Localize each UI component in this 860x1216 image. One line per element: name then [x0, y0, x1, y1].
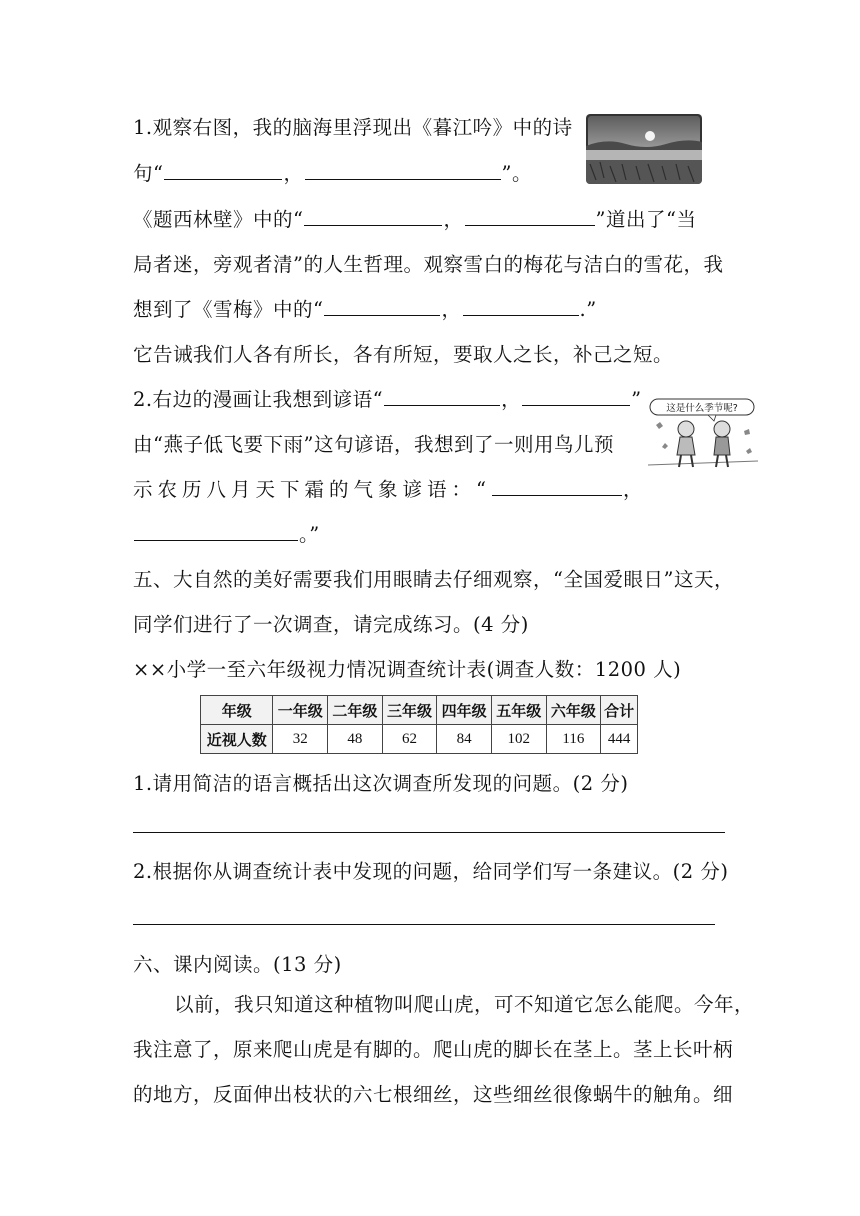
season-comic-picture [648, 395, 758, 475]
q4-item2-line1: 2.右边的漫画让我想到谚语“ ， ” [133, 388, 642, 411]
answer-blank[interactable] [134, 522, 298, 541]
table-cell: 444 [601, 725, 638, 754]
q5-sub2: 2.根据你从调查统计表中发现的问题，给同学们写一条建议。(2 分) [133, 860, 729, 883]
table-header-cell: 六年级 [546, 696, 601, 725]
table-row [201, 725, 638, 754]
answer-blank[interactable] [492, 477, 622, 496]
sunset-river-icon [586, 114, 702, 184]
answer-blank[interactable] [304, 207, 442, 226]
q5-heading-line1: 五、大自然的美好需要我们用眼睛去仔细观察，“全国爱眼日”这天， [133, 568, 734, 591]
table-header-cell: 五年级 [491, 696, 546, 725]
q6-para-line2: 我注意了，原来爬山虎是有脚的。爬山虎的脚长在茎上。茎上长叶柄 [133, 1038, 734, 1061]
q6-heading: 六、课内阅读。(13 分) [133, 953, 342, 976]
q6-para-line1: 以前，我只知道这种植物叫爬山虎，可不知道它怎么能爬。今年， [174, 993, 755, 1016]
q4-line4: 局者迷，旁观者清”的人生哲理。观察雪白的梅花与洁白的雪花，我 [133, 253, 724, 276]
table-cell: 102 [491, 725, 546, 754]
table-header-row [201, 696, 638, 725]
table-header-cell: 三年级 [382, 696, 437, 725]
answer-blank[interactable] [384, 387, 500, 406]
q4-line3: 《题西林壁》中的“ ， ”道出了“当 [133, 208, 697, 231]
vision-survey-table [200, 695, 638, 754]
answer-blank[interactable] [305, 161, 501, 180]
answer-line[interactable] [133, 924, 715, 925]
answer-blank[interactable] [324, 297, 440, 316]
comic-caption: 这是什么季节呢? [666, 403, 738, 414]
table-header-cell: 合计 [601, 696, 638, 725]
q4-item1-line2: 句“ ， ”。 [133, 162, 532, 185]
table-row-label: 近视人数 [201, 725, 273, 754]
table-cell: 116 [546, 725, 601, 754]
q4-item2-line3: 示农历八月天下霜的气象谚语：“ ， [133, 478, 648, 501]
table-header-cell: 年级 [201, 696, 273, 725]
answer-blank[interactable] [164, 161, 282, 180]
answer-blank[interactable] [522, 387, 630, 406]
table-cell: 62 [382, 725, 437, 754]
q4-line5: 想到了《雪梅》中的“ ， .” [133, 298, 597, 321]
answer-blank[interactable] [463, 297, 579, 316]
q4-line6: 它告诫我们人各有所长，各有所短，要取人之长，补己之短。 [133, 343, 674, 366]
table-cell: 48 [328, 725, 383, 754]
q5-heading-line2: 同学们进行了一次调查，请完成练习。(4 分) [133, 613, 529, 636]
q4-item2-line2: 由“燕子低飞要下雨”这句谚语，我想到了一则用鸟儿预 [133, 433, 614, 456]
q5-table-title: ××小学一至六年级视力情况调查统计表(调查人数：1200 人) [133, 658, 682, 681]
table-header-cell: 二年级 [328, 696, 383, 725]
sunset-river-picture [586, 114, 702, 184]
answer-line[interactable] [133, 832, 725, 833]
q4-item2-line4: 。” [133, 521, 320, 549]
table-header-cell: 一年级 [273, 696, 328, 725]
table-cell: 32 [273, 725, 328, 754]
q6-para-line3: 的地方，反面伸出枝状的六七根细丝，这些细丝很像蜗牛的触角。细 [133, 1083, 734, 1106]
q5-sub1: 1.请用简洁的语言概括出这次调查所发现的问题。(2 分) [133, 772, 629, 795]
table-cell: 84 [437, 725, 492, 754]
answer-blank[interactable] [465, 207, 595, 226]
table-header-cell: 四年级 [437, 696, 492, 725]
comic-children-icon [648, 395, 758, 475]
q4-item1-line1: 1.观察右图，我的脑海里浮现出《暮江吟》中的诗 [133, 116, 573, 139]
